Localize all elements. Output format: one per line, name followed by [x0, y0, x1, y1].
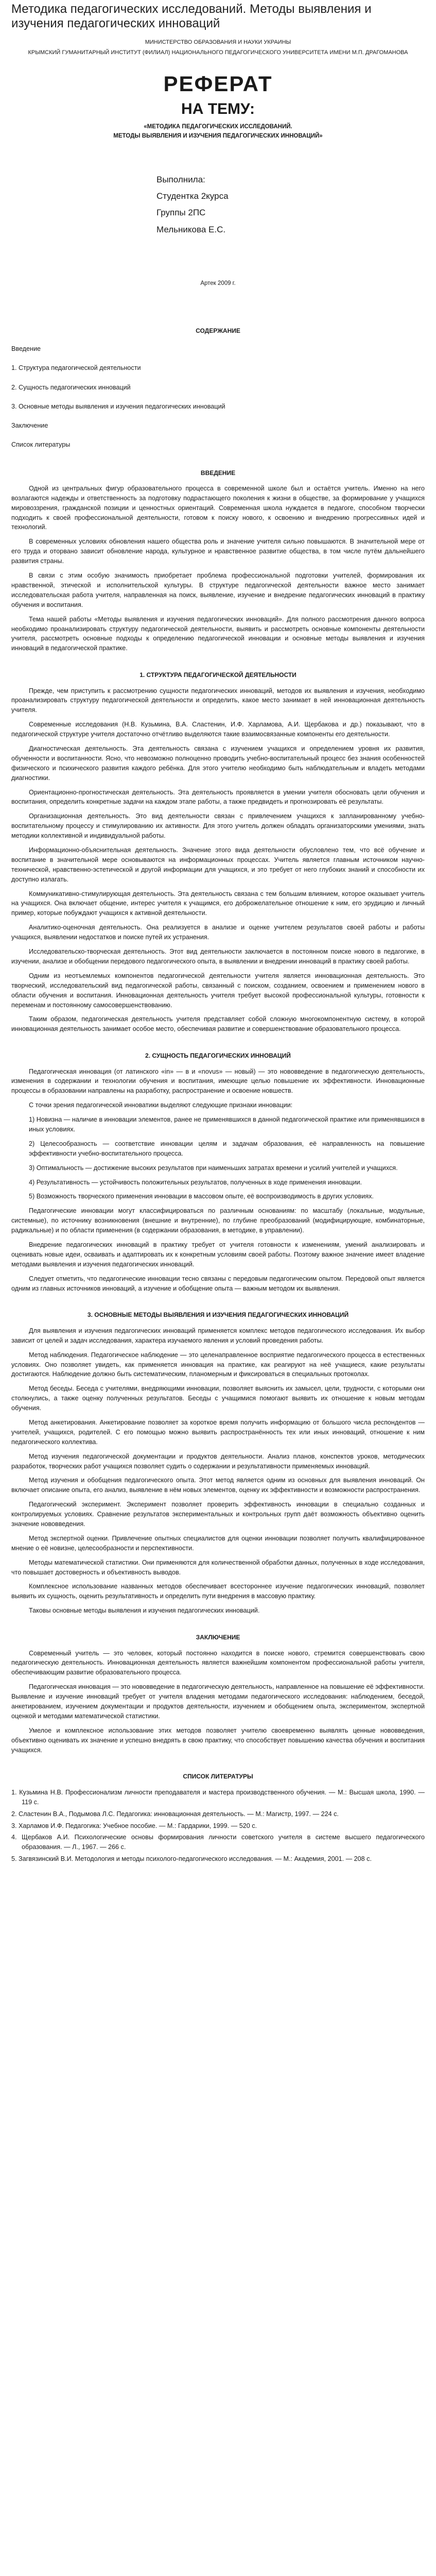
paragraph: Метод наблюдения. Педагогическое наблюдение — это целенаправленное восприятие педагогического процесса в естественных условиях. Оно позволяет увидеть, как применяется инновация на практике, как реагируют на неё учащиеся, какие результаты достигаются. Наблюдение должно быть систематическим, планомерным и фиксироваться в специальных протоколах. [11, 1351, 425, 1378]
numbered-item: 4) Результативность — устойчивость положительных результатов, полученных в ходе применения инновации. [29, 1178, 362, 1186]
paragraph: Метод анкетирования. Анкетирование позволяет за короткое время получить информацию от большого числа респондентов — учителей, учащихся, родителей. С его помощью можно выявить распространённость тех или иных инноваций, отношение к ним педагогического коллектива. [11, 1419, 425, 1446]
paragraph: В современных условиях обновления нашего общества роль и значение учителя сильно повышаются. В значительной мере от его труда и оторвано зависит обновление народа, культурное и нравственное развитие общества, в том числе путём дальнейшего развития страны. [11, 538, 425, 565]
performer-group: Группы 2ПС [156, 208, 206, 218]
table-of-contents [11, 343, 425, 451]
paragraph: Организационная деятельность. Это вид деятельности связан с привлечением учащихся к запланированному учебно-воспитательному процессу и стимулированию их активности. Для этого учитель должен обладать организаторскими умениями, знать методики коллективной и индивидуальной работы. [11, 812, 425, 840]
paragraph: Для выявления и изучения педагогических инноваций применяется комплекс методов педагогического исследования. Их выбор зависит от целей и задач исследования, характера изучаемого явления и условий проведения работы. [11, 1327, 425, 1344]
section1-heading: 1. СТРУКТУРА ПЕДАГОГИЧЕСКОЙ ДЕЯТЕЛЬНОСТИ [139, 671, 297, 679]
performer-block [156, 172, 425, 238]
paragraph: Таковы основные методы выявления и изучения педагогических инноваций. [29, 1607, 260, 1615]
referat-heading: РЕФЕРАТ [163, 72, 273, 96]
paragraph: Метод беседы. Беседа с учителями, внедряющими инновации, позволяет выяснить их замысел, цели, трудности, с которыми они столкнулись, а также оценку полученных результатов. Беседы с учащимися помогают выявить их отношение к новым методам обучения. [11, 1385, 425, 1412]
ministry-line: МИНИСТЕРСТВО ОБРАЗОВАНИЯ И НАУКИ УКРАИНЫ [145, 39, 291, 45]
university-line: КРЫМСКИЙ ГУМАНИТАРНЫЙ ИНСТИТУТ (ФИЛИАЛ) НАЦИОНАЛЬНОГО ПЕДАГОГИЧЕСКОГО УНИВЕРСИТЕТА ИМЕНИ М.П. ДРАГОМАНОВА [28, 49, 408, 56]
contents-item: Заключение [11, 421, 48, 429]
contents-item: Введение [11, 345, 41, 353]
literature-item: 4. Щербаков А.И. Психологические основы формирования личности советского учителя в системе высшего педагогического образования. — Л., 1967. — 266 с. [11, 1834, 425, 1851]
paragraph: Ориентационно-прогностическая деятельность. Эта деятельность проявляется в умении учителя обосновать цели обучения и воспитания, определить конкретные задачи на каждом этапе работы, а также предвидеть и прогнозировать её результаты. [11, 788, 425, 806]
intro-body [11, 484, 425, 653]
paragraph: Тема нашей работы «Методы выявления и изучения педагогических инноваций». Для полного рассмотрения данного вопроса необходимо проанализировать структуру педагогической деятельности, выявить и рассмотреть основные компоненты деятельности учителя, рассмотреть основные подходы к определению педагогической инновации и основные методы выявления и изучения инноваций в педагогической практике. [11, 615, 425, 652]
section1-body [11, 686, 425, 1035]
contents-heading: СОДЕРЖАНИЕ [196, 327, 240, 335]
paragraph: Умелое и комплексное использование этих методов позволяет учителю своевременно выявлять ценные нововведения, объективно оценивать их значение и успешно внедрять в свою практику, что способствует повышению качества обучения и воспитания учащихся. [11, 1726, 425, 1754]
conclusion-heading: ЗАКЛЮЧЕНИЕ [196, 1634, 240, 1641]
contents-item: 1. Структура педагогической деятельности [11, 364, 141, 372]
paragraph: Педагогический эксперимент. Эксперимент позволяет проверить эффективность инновации в специально созданных и контролируемых условиях. Сравнение результатов экспериментальных и контрольных групп даёт возможность объективно оценить значение нововведения. [11, 1501, 425, 1528]
paragraph: Коммуникативно-стимулирующая деятельность. Эта деятельность связана с тем большим влиянием, которое оказывает учитель на учащихся. Она включает общение, интерес учителя к учащимся, его доброжелательное отношение к ним, его эрудицию и личный пример, которые побуждают учащихся к активной деятельности. [11, 890, 425, 917]
intro-heading: ВВЕДЕНИЕ [200, 469, 236, 477]
literature-item: 3. Харламов И.Ф. Педагогика: Учебное пособие. — М.: Гардарики, 1999. — 520 с. [11, 1822, 257, 1829]
paragraph: Современные исследования (Н.В. Кузьмина, В.А. Сластенин, И.Ф. Харламова, А.И. Щербакова и др.) показывают, что в педагогической структуре учителя достаточно отчётливо выделяются такие взаимосвязанные компоненты его деятельности. [11, 721, 425, 738]
performer-label: Выполнила: [156, 174, 205, 184]
paragraph: Метод изучения педагогической документации и продуктов деятельности. Анализ планов, конспектов уроков, методических разработок, творческих работ учащихся позволяет судить о содержании и результативности применяемых инноваций. [11, 1452, 425, 1470]
paragraph: Таким образом, педагогическая деятельность учителя представляет собой сложную многокомпонентную систему, в которой инновационная деятельность занимает особое место, обеспечивая развитие и совершенствование образовательного процесса. [11, 1015, 425, 1033]
city-year: Артек 2009 г. [200, 280, 236, 287]
section2-heading: 2. СУЩНОСТЬ ПЕДАГОГИЧЕСКИХ ИННОВАЦИЙ [145, 1052, 291, 1060]
paragraph: Современный учитель — это человек, который постоянно находится в поиске нового, стремится совершенствовать свою педагогическую деятельность. Инновационная деятельность является важнейшим компонентом профессиональной работы учителя, обеспечивающим развитие образовательного процесса. [11, 1649, 425, 1676]
paragraph: С точки зрения педагогической инноватики выделяют следующие признаки инновации: [29, 1101, 293, 1109]
paragraph: В связи с этим особую значимость приобретает проблема профессиональной подготовки учителей, формирования их нравственной, этической и исполнительской культуры. В структуре педагогической деятельности важное место занимает исследовательская работа учителя, направленная на поиск, выявление, изучение и внедрение педагогических инноваций в практику обучения и воспитания. [11, 572, 425, 608]
section2-body-continued [11, 1206, 425, 1293]
paragraph: Педагогические инновации могут классифицироваться по различным основаниям: по масштабу (локальные, модульные, системные), по источнику возникновения (внешние и внутренние), по глубине преобразований (модифицирующие, комбинаторные, радикальные) и по области применения (в содержании образования, в методике, в управлении). [11, 1207, 425, 1234]
topic-line-1: «МЕТОДИКА ПЕДАГОГИЧЕСКИХ ИССЛЕДОВАНИЙ. [144, 123, 292, 130]
conclusion-body [11, 1649, 425, 1755]
paragraph: Прежде, чем приступить к рассмотрению сущности педагогических инноваций, методов их выявления и изучения, необходимо проанализировать структуру педагогической деятельности и определить, какое место занимает в ней инновационная деятельность учителя. [11, 687, 425, 714]
paragraph: Аналитико-оценочная деятельность. Она реализуется в анализе и оценке учителем результатов своей работы и работы учащихся, выявлении недостатков и поиске путей их устранения. [11, 924, 425, 941]
performer-role: Студентка 2курса [156, 191, 229, 201]
section3-body [11, 1326, 425, 1616]
numbered-item: 3) Оптимальность — достижение высоких результатов при наименьших затратах времени и усилий учителей и учащихся. [29, 1164, 398, 1172]
contents-item: Список литературы [11, 440, 71, 448]
paragraph: Одной из центральных фигур образовательного процесса в современной школе был и остаётся учитель. Именно на него возлагаются надежды и ответственность за подготовку подрастающего поколения к жизни в обществе, за формирование у учащихся мировоззрения, гражданской позиции и ценностных ориентаций. Современная школа нуждается в педагоге, способном творчески подходить к своей профессиональной деятельности, готовом к поиску нового, к освоению и внедрению прогрессивных идей и технологий. [11, 484, 425, 531]
paragraph: Информационно-объяснительная деятельность. Значение этого вида деятельности обусловлено тем, что всё обучение и воспитание в значительной мере основываются на информационных процессах. Учитель является главным источником научно-технической, нравственно-эстетической и другой информации для учащихся, и это требует от него глубоких знаний и способности их доступно излагать. [11, 846, 425, 883]
contents-item: 2. Сущность педагогических инноваций [11, 383, 131, 391]
performer-name: Мельникова Е.С. [156, 224, 226, 234]
section3-heading: 3. ОСНОВНЫЕ МЕТОДЫ ВЫЯВЛЕНИЯ И ИЗУЧЕНИЯ ПЕДАГОГИЧЕСКИХ ИННОВАЦИЙ [87, 1311, 349, 1319]
literature-item: 2. Сластенин В.А., Подымова Л.С. Педагогика: инновационная деятельность. — М.: Магистр, 1997. — 224 с. [11, 1810, 339, 1818]
paragraph: Метод изучения и обобщения педагогического опыта. Этот метод является одним из основных для выявления инноваций. Он включает описание опыта, его анализ, выявление в нём новых элементов, оценку их эффективности и возможности распространения. [11, 1477, 425, 1494]
paragraph: Методы математической статистики. Они применяются для количественной обработки данных, полученных в ходе исследования, что повышает достоверность и объективность выводов. [11, 1558, 425, 1576]
paragraph: Одним из неотъемлемых компонентов педагогической деятельности учителя является инновационная деятельность. Это творческий, исследовательский вид педагогической работы, связанный с поиском, созданием, освоением и применением нового в области обучения и воспитания. Инновационная деятельность учителя требует высокой профессиональной культуры, готовности к переменам и постоянному самосовершенствованию. [11, 972, 425, 1009]
paragraph: Диагностическая деятельность. Эта деятельность связана с изучением учащихся и определением уровня их развития, обученности и воспитанности. Ясно, что невозможно полноценно проводить учебно-воспитательный процесс без знания особенностей физического и психического развития каждого ребёнка. Для этого учителю необходимо быть наблюдательным и владеть методами диагностики. [11, 745, 425, 782]
contents-item: 3. Основные методы выявления и изучения педагогических инноваций [11, 402, 225, 410]
paragraph: Педагогическая инновация — это нововведение в педагогическую деятельность, направленное на повышение её эффективности. Выявление и изучение инноваций требует от учителя владения методами педагогического исследования: наблюдением, беседой, анкетированием, изучением документации и продуктов деятельности, изучением и обобщением опыта, экспериментом, экспертной оценкой и методами математической статистики. [11, 1683, 425, 1720]
literature-item: 1. Кузьмина Н.В. Профессионализм личности преподавателя и мастера производственного обучения. — М.: Высшая школа, 1990. — 119 с. [11, 1788, 425, 1806]
na-temu-heading: НА ТЕМУ: [181, 100, 255, 117]
paragraph: Следует отметить, что педагогические инновации тесно связаны с передовым педагогическим опытом. Передовой опыт является одним из главных источников инноваций, а изучение и обобщение опыта — важным методом их выявления. [11, 1275, 425, 1292]
literature-heading: СПИСОК ЛИТЕРАТУРЫ [183, 1773, 253, 1781]
paragraph: Педагогическая инновация (от латинского «in» — в и «novus» — новый) — это нововведение в педагогическую деятельность, изменения в содержании и технологии обучения и воспитания, имеющие целью повышение их эффективности. Инновационные процессы в образовании направлены на разработку, распространение и освоение новшеств. [11, 1067, 425, 1095]
numbered-item: 5) Возможность творческого применения инновации в массовом опыте, её воспроизводимость в других условиях. [29, 1193, 374, 1200]
paragraph: Исследовательско-творческая деятельность. Этот вид деятельности заключается в постоянном поиске нового в педагогике, в изучении, анализе и обобщении передового педагогического опыта, в выявлении и внедрении инноваций в практику своей работы. [11, 948, 425, 965]
numbered-item: 2) Целесообразность — соответствие инновации целям и задачам образования, её направленность на повышение эффективности учебно-воспитательного процесса. [29, 1140, 425, 1157]
numbered-item: 1) Новизна — наличие в инновации элементов, ранее не применявшихся в данной педагогической практике или применявшихся в иных условиях. [29, 1116, 425, 1133]
literature-list [11, 1788, 425, 1864]
paragraph: Метод экспертной оценки. Привлечение опытных специалистов для оценки инновации позволяет получить квалифицированное мнение о её новизне, целесообразности и перспективности. [11, 1534, 425, 1552]
literature-item: 5. Загвязинский В.И. Методология и методы психолого-педагогического исследования. — М.: Академия, 2001. — 208 с. [11, 1855, 372, 1863]
paragraph: Внедрение педагогических инноваций в практику требует от учителя готовности к изменениям, умений анализировать и оценивать новые идеи, осваивать и адаптировать их к конкретным условиям своей работы. Поэтому важное значение имеет владение методами выявления и изучения педагогических инноваций. [11, 1241, 425, 1268]
section2-body [11, 1067, 425, 1111]
topic-line-2: МЕТОДЫ ВЫЯВЛЕНИЯ И ИЗУЧЕНИЯ ПЕДАГОГИЧЕСКИХ ИННОВАЦИЙ» [113, 133, 323, 140]
section2-numbered-list [11, 1115, 425, 1201]
document-title: Методика педагогических исследований. Методы выявления и изучения педагогических инноваций [11, 2, 372, 31]
paragraph: Комплексное использование названных методов обеспечивает всестороннее изучение педагогических инноваций, позволяет выявить их сущность, оценить результативность и определить пути внедрения в массовую практику. [11, 1583, 425, 1600]
